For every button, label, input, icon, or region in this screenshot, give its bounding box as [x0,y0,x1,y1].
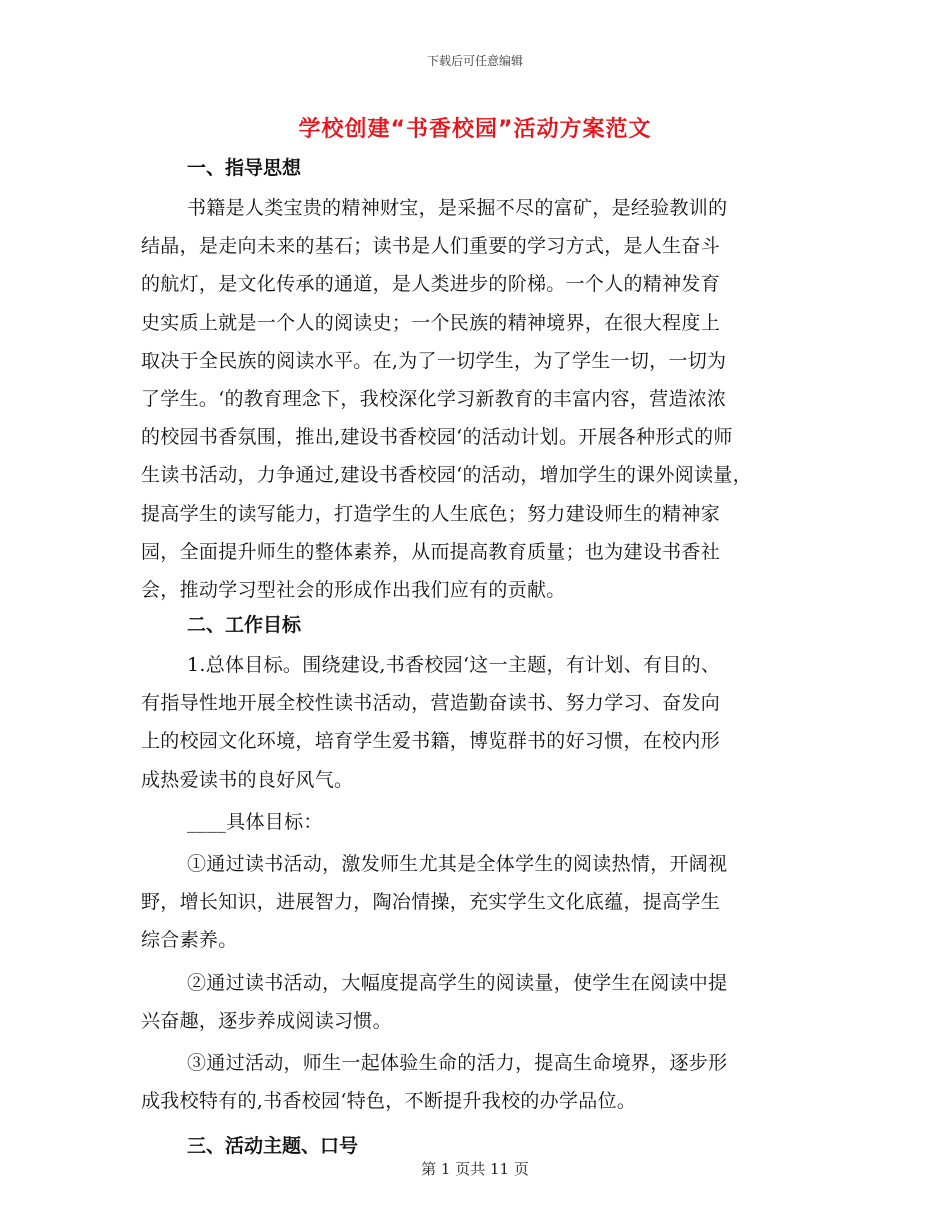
paragraph-overall-goal [141,646,841,799]
text-line: ①通过读书活动，激发师生尤其是全体学生的阅读热情，开阔视 [187,853,728,875]
text-line: 兴奋趣，逐步养成阅读习惯。 [141,1009,392,1032]
document-body [141,152,841,1163]
section-heading-guiding-ideology: 一、指导思想 [187,157,302,179]
paragraph-goal-item-1 [141,845,841,960]
section-heading-activity-theme: 三、活动主题、口号 [187,1135,359,1158]
text-line: 有指导性地开展全校性读书活动，营造勤奋读书、努力学习、奋发向 [141,692,721,715]
section-heading-work-goals: 二、工作目标 [187,614,302,637]
text-line: 的校园书香氛围，推出,建设书香校园‘的活动计划。开展各种形式的师 [141,426,733,449]
text-line: ③通过活动，师生一起体验生命的活力，提高生命境界，逐步形 [187,1051,728,1074]
text-line: 园，全面提升师生的整体素养，从而提高教育质量；也为建设书香社 [141,540,721,563]
page-number: 第 1 页共 11 页 [421,1160,529,1178]
text-line: 综合素养。 [141,929,238,952]
paragraph-goal-item-3 [141,1044,841,1120]
paragraph-specific-goals-label [141,803,841,841]
paragraph-guiding-ideology [141,189,841,609]
text-line: 了学生。‘的教育理念下，我校深化学习新教育的丰富内容，营造浓浓 [141,387,727,410]
page-header: 下载后可任意编辑 [426,54,523,68]
text-line: 1.总体目标。围绕建设,书香校园‘这一主题，有计划、有目的、 [187,654,721,677]
text-line: ②通过读书活动，大幅度提高学生的阅读量，使学生在阅读中提 [187,971,728,994]
text-line: 提高学生的读写能力，打造学生的人生底色；努力建设师生的精神家 [141,502,721,525]
text-line: 成我校特有的,书香校园‘特色，不断提升我校的办学品位。 [141,1090,637,1113]
text-line: 结晶，是走向未来的基石；读书是人们重要的学习方式，是人生奋斗 [141,235,721,258]
text-line: 取决于全民族的阅读水平。在,为了一切学生，为了学生一切，一切为 [141,349,727,372]
document-title: 学校创建“书香校园”活动方案范文 [298,117,652,142]
text-line: 会，推动学习型社会的形成作出我们应有的贡献。 [141,578,566,601]
text-line: ____具体目标： [187,810,323,833]
text-line: 的航灯，是文化传承的通道，是人类进步的阶梯。一个人的精神发育 [141,273,721,296]
paragraph-goal-item-2 [141,964,841,1040]
text-line: 野，增长知识，进展智力，陶冶情操，充实学生文化底蕴，提高学生 [141,891,721,914]
text-line: 书籍是人类宝贵的精神财宝，是采掘不尽的富矿，是经验教训的 [187,197,728,219]
text-line: 成热爱读书的良好风气。 [141,768,354,791]
text-line: 史实质上就是一个人的阅读史；一个民族的精神境界，在很大程度上 [141,311,721,334]
text-line: 生读书活动，力争通过,建设书香校园‘的活动，增加学生的课外阅读量， [141,464,752,487]
text-line: 上的校园文化环境，培育学生爱书籍，博览群书的好习惯，在校内形 [141,730,721,753]
